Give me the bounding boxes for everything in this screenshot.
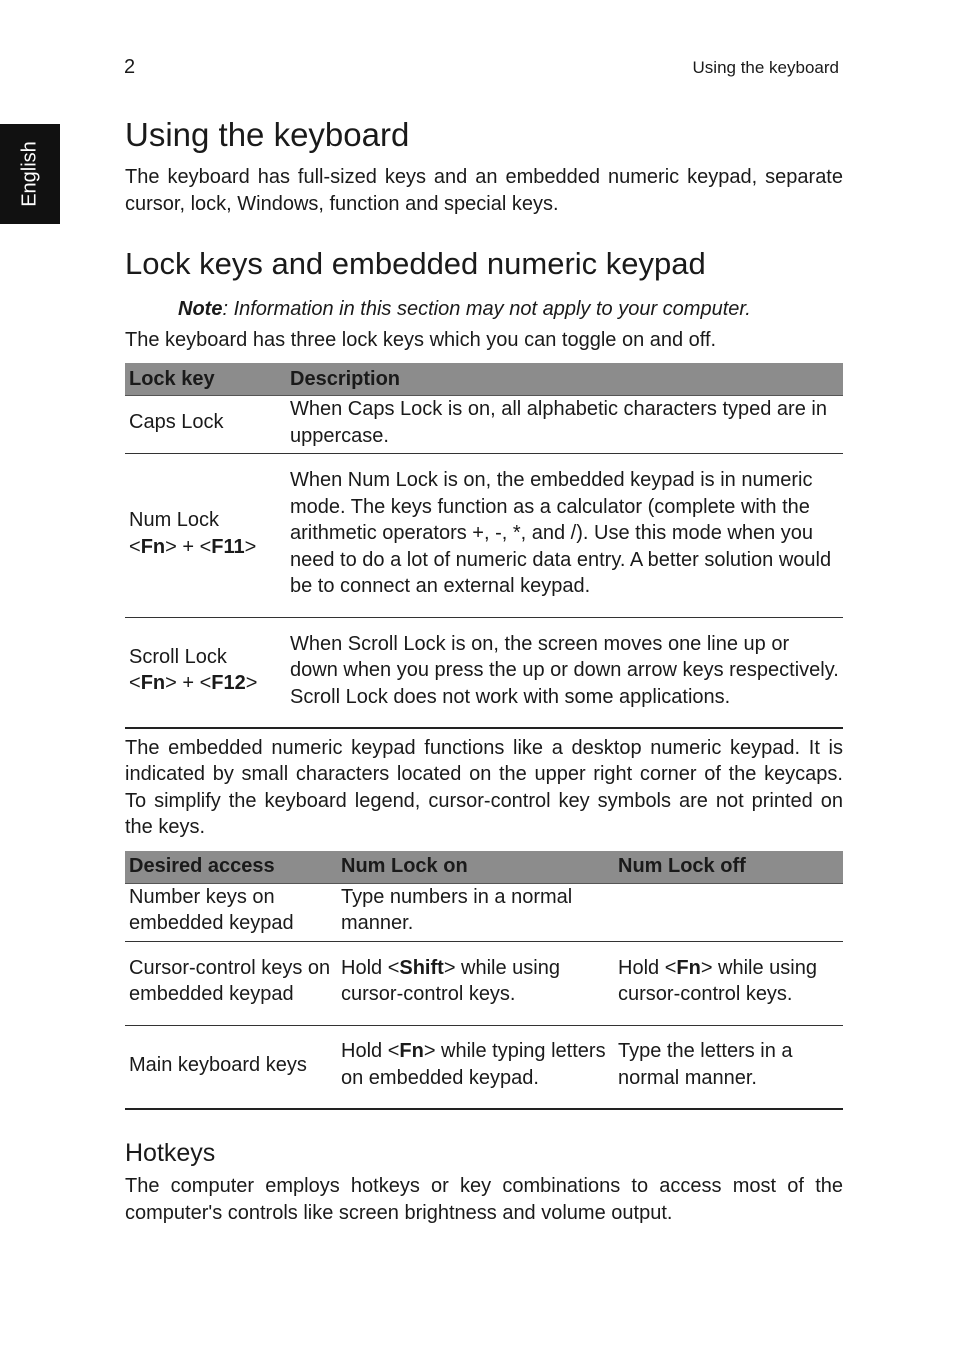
section-title-using-keyboard: Using the keyboard bbox=[125, 116, 410, 153]
fn-key-label: Fn bbox=[399, 1040, 424, 1063]
table-row bbox=[125, 454, 843, 618]
note-text: : Information in this section may not apply to your computer. bbox=[222, 298, 751, 320]
column-header: Lock key bbox=[125, 363, 286, 396]
f12-key-label: F12 bbox=[211, 672, 246, 695]
fn-key-label: Fn bbox=[140, 672, 166, 695]
column-header: Num Lock off bbox=[614, 851, 843, 884]
numeric-keypad-table bbox=[125, 851, 843, 1111]
table-row bbox=[125, 396, 843, 454]
table-row bbox=[125, 941, 843, 1025]
hotkeys-paragraph: The computer employs hotkeys or key combinations to access most of the computer's controls like screen brightness and volume output. bbox=[125, 1175, 843, 1224]
num-lock-off-cell: Hold <Fn> while using cursor-control keys. bbox=[614, 941, 843, 1025]
intro-paragraph: The keyboard has full-sized keys and an embedded numeric keypad, separate cursor, lock, Windows, function and special keys. bbox=[125, 166, 843, 215]
table-row bbox=[125, 883, 843, 941]
lock-key-name: Scroll Lock bbox=[129, 645, 227, 668]
lock-key-cell bbox=[125, 396, 286, 454]
table-header-row bbox=[125, 851, 843, 884]
shift-key-label: Shift bbox=[399, 956, 444, 979]
f11-key-label: F11 bbox=[211, 535, 245, 558]
access-cell: Cursor-control keys on embedded keypad bbox=[125, 941, 337, 1025]
table-row bbox=[125, 1025, 843, 1109]
lock-key-name: Num Lock bbox=[129, 509, 220, 531]
num-lock-on-cell: Type numbers in a normal manner. bbox=[337, 883, 614, 941]
lock-key-name: Caps Lock bbox=[129, 411, 224, 434]
num-lock-off-cell bbox=[614, 883, 843, 941]
column-header: Num Lock on bbox=[337, 851, 614, 884]
lock-keys-table bbox=[125, 363, 843, 729]
language-tab bbox=[0, 124, 60, 224]
lock-key-cell bbox=[125, 454, 286, 618]
num-lock-on-cell: Hold <Fn> while typing letters on embedded keypad. bbox=[337, 1025, 614, 1109]
description-cell: When Caps Lock is on, all alphabetic characters typed are in uppercase. bbox=[286, 396, 843, 454]
description-cell: When Scroll Lock is on, the screen moves one line up or down when you press the up or down arrow keys respectively. Scroll Lock does not work with some applications. bbox=[286, 618, 843, 728]
page-content bbox=[125, 114, 843, 1226]
key-combo: <Fn> + <F12> bbox=[129, 672, 258, 695]
language-tab-label: English bbox=[18, 141, 41, 207]
lock-key-cell bbox=[125, 618, 286, 728]
table-header-row bbox=[125, 363, 843, 396]
table-row bbox=[125, 618, 843, 728]
column-header: Description bbox=[286, 363, 843, 396]
column-header: Desired access bbox=[125, 851, 337, 884]
fn-key-label: Fn bbox=[676, 956, 701, 979]
note bbox=[125, 296, 843, 323]
section-title-lock-keys: Lock keys and embedded numeric keypad bbox=[125, 246, 706, 282]
running-header: Using the keyboard bbox=[692, 58, 839, 77]
section-title-hotkeys: Hotkeys bbox=[125, 1139, 216, 1167]
lock-keys-lead: The keyboard has three lock keys which you can toggle on and off. bbox=[125, 328, 717, 351]
page-number: 2 bbox=[124, 56, 136, 78]
access-cell: Number keys on embedded keypad bbox=[125, 883, 337, 941]
num-lock-on-cell: Hold <Shift> while using cursor-control keys. bbox=[337, 941, 614, 1025]
note-label: Note bbox=[178, 298, 223, 320]
keypad-paragraph: The embedded numeric keypad functions like a desktop numeric keypad. It is indicated by small characters located on the upper right corner of the keycaps. To simplify the keyboard legend, cursor-control key symbols are not printed on the keys. bbox=[125, 736, 843, 838]
num-lock-off-cell: Type the letters in a normal manner. bbox=[614, 1025, 843, 1109]
fn-key-label: Fn bbox=[140, 535, 166, 558]
description-cell: When Num Lock is on, the embedded keypad is in numeric mode. The keys function as a calculator (complete with the arithmetic operators +, -, *, and /). Use this mode when you need to do a lot of numeric data entry. A better solution would be to connect an external keypad. bbox=[286, 454, 843, 618]
access-cell: Main keyboard keys bbox=[125, 1025, 337, 1109]
key-combo: <Fn> + <F11> bbox=[129, 535, 257, 558]
